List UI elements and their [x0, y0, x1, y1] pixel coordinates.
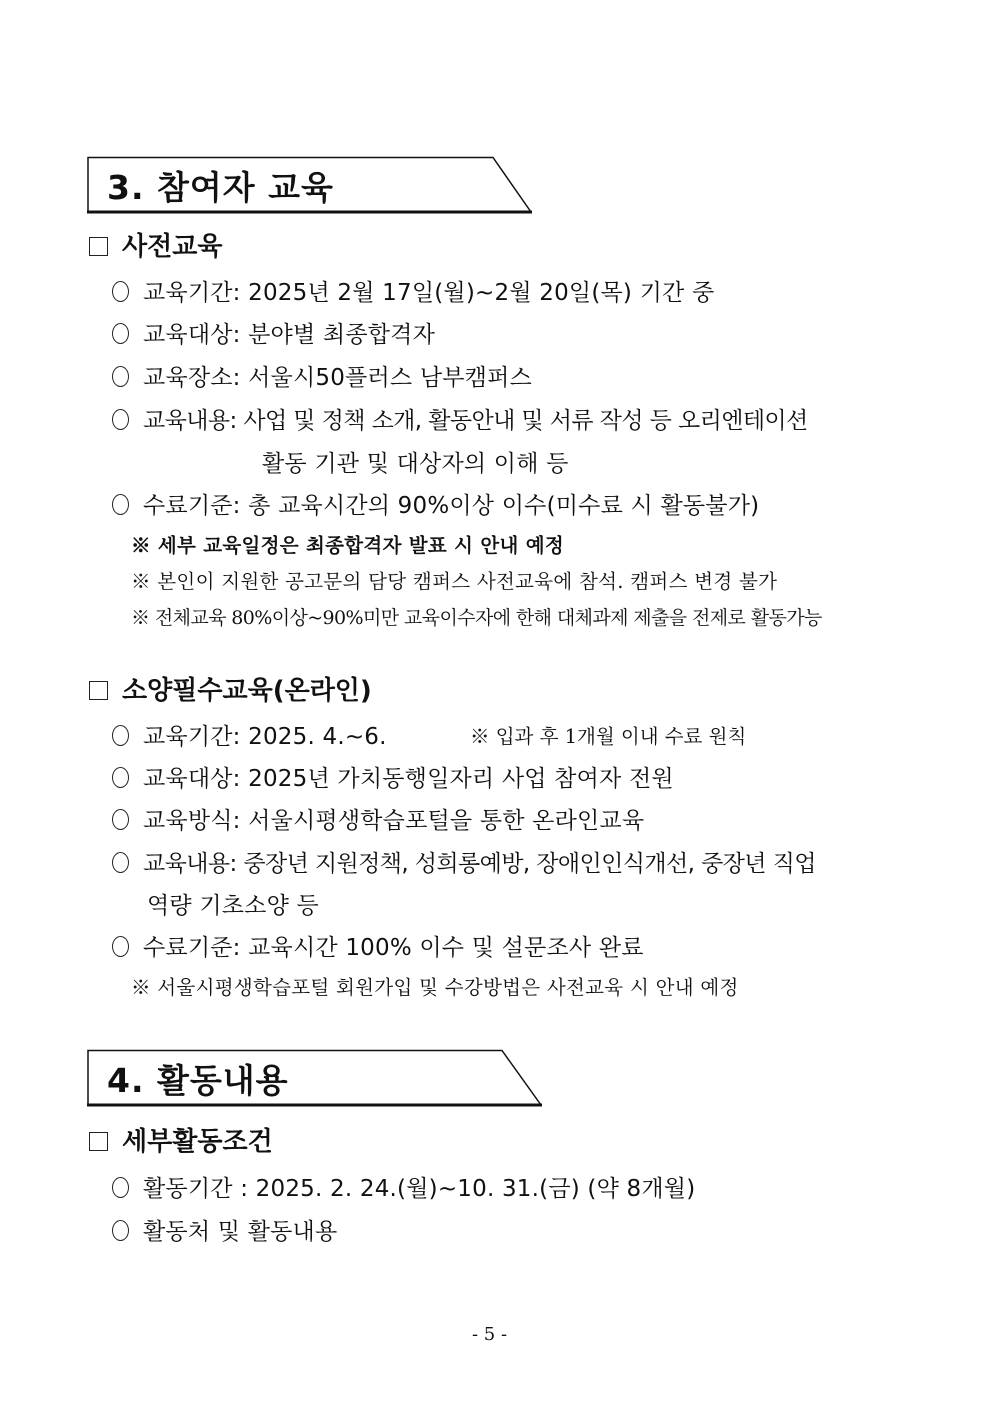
circle-bullet-icon [112, 409, 129, 430]
square-bullet-icon [89, 681, 108, 700]
item-label: 교육기간: [143, 280, 241, 306]
item-text: 2025년 2월 17일(월)~2월 20일(목) 기간 중 [248, 280, 715, 306]
mandatory-item-period [112, 718, 387, 751]
pre-training-item-content-continuation: 활동 기관 및 대상자의 이해 등 [262, 451, 569, 477]
pre-training-note-schedule: ※ 세부 교육일정은 최종합격자 발표 시 안내 예정 [131, 534, 565, 557]
heading-text: 세부활동조건 [122, 1127, 273, 1157]
circle-bullet-icon [112, 323, 129, 344]
circle-bullet-icon [112, 725, 129, 746]
circle-bullet-icon [112, 1220, 129, 1241]
item-text: 분야별 최종합격자 [248, 322, 435, 348]
mandatory-item-period-note: ※ 입과 후 1개월 이내 수료 원칙 [470, 725, 747, 748]
mandatory-item-target [112, 760, 674, 793]
item-label: 교육내용: [143, 408, 237, 434]
item-text: 서울시50플러스 남부캠퍼스 [248, 365, 532, 391]
item-label: 교육내용: [143, 851, 237, 877]
mandatory-item-completion [112, 929, 644, 962]
item-text: 2025년 가치동행일자리 사업 참여자 전원 [248, 766, 674, 792]
item-text: 사업 및 정책 소개, 활동안내 및 서류 작성 등 오리엔테이션 [243, 408, 808, 434]
pre-training-note-alternative: ※ 전체교육 80%이상~90%미만 교육이수자에 한해 대체과제 제출을 전제로 활동가능 [131, 607, 822, 629]
heading-text: 소양필수교육(온라인) [122, 676, 372, 706]
item-text: 서울시평생학습포털을 통한 온라인교육 [248, 808, 645, 834]
square-bullet-icon [89, 237, 108, 256]
item-label: 수료기준: [143, 493, 241, 519]
item-text: 중장년 지원정책, 성희롱예방, 장애인인식개선, 중장년 직업 [243, 851, 816, 877]
item-label: 수료기준: [143, 935, 241, 961]
pre-training-item-target [112, 316, 435, 349]
page-number: - 5 - [472, 1324, 508, 1345]
pre-training-item-content [112, 402, 808, 435]
item-label: 교육대상: [143, 322, 241, 348]
square-bullet-icon [89, 1132, 108, 1151]
circle-bullet-icon [112, 281, 129, 302]
circle-bullet-icon [112, 767, 129, 788]
mandatory-item-content-continuation: 역량 기초소양 등 [147, 893, 319, 919]
detail-conditions-heading [89, 1121, 273, 1158]
circle-bullet-icon [112, 494, 129, 515]
item-text: 총 교육시간의 90%이상 이수(미수료 시 활동불가) [248, 493, 760, 519]
activity-period-item [112, 1170, 695, 1203]
item-text: : 2025. 2. 24.(월)~10. 31.(금) (약 8개월) [240, 1176, 696, 1202]
item-text: 2025. 4.~6. [248, 724, 387, 750]
section-3-title: 3. 참여자 교육 [107, 168, 334, 207]
mandatory-item-method [112, 802, 644, 835]
section-4-title: 4. 활동내용 [107, 1061, 289, 1100]
mandatory-item-content [112, 845, 816, 878]
item-label: 활동처 및 활동내용 [143, 1219, 338, 1245]
circle-bullet-icon [112, 852, 129, 873]
item-label: 교육방식: [143, 808, 241, 834]
circle-bullet-icon [112, 936, 129, 957]
activity-place-item [112, 1213, 337, 1246]
section-3-header [87, 156, 533, 214]
pre-training-heading [89, 226, 222, 263]
circle-bullet-icon [112, 366, 129, 387]
pre-training-item-period [112, 274, 714, 307]
pre-training-item-completion [112, 487, 759, 520]
mandatory-note-portal: ※ 서울시평생학습포털 회원가입 및 수강방법은 사전교육 시 안내 예정 [131, 976, 739, 999]
circle-bullet-icon [112, 809, 129, 830]
item-label: 교육기간: [143, 724, 241, 750]
item-label: 활동기간 [143, 1176, 233, 1202]
item-label: 교육장소: [143, 365, 241, 391]
pre-training-note-campus: ※ 본인이 지원한 공고문의 담당 캠퍼스 사전교육에 참석. 캠퍼스 변경 불가 [131, 570, 778, 593]
section-4-header [87, 1049, 543, 1107]
item-label: 교육대상: [143, 766, 241, 792]
heading-text: 사전교육 [122, 232, 223, 262]
item-text: 교육시간 100% 이수 및 설문조사 완료 [248, 935, 644, 961]
mandatory-training-heading [89, 670, 372, 707]
circle-bullet-icon [112, 1177, 129, 1198]
pre-training-item-location [112, 359, 532, 392]
